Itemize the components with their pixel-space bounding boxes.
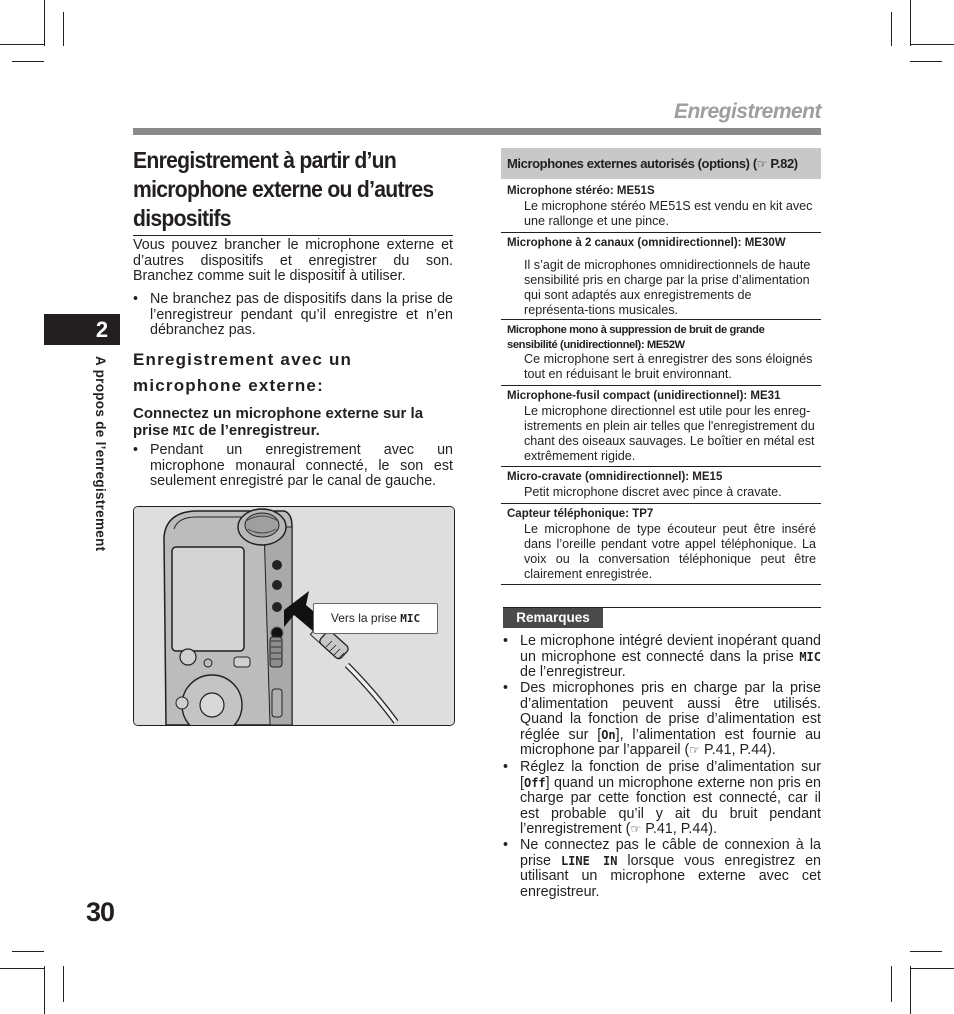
remark-item: • Des microphones pris en charge par la prise d’alimentation peuvent aussi être utilisés. Quand la fonction de prise d’alimentation est réglée sur [On], l’alimentation est fournie au microphone par l’appareil (☞ P.41, P.44).	[503, 680, 821, 758]
intro-bullet: • Ne branchez pas de dispositifs dans la prise de l’enregistreur pendant qu’il enregistre et n’en débranchez pas.	[133, 291, 453, 338]
mic-item-desc: Il s’agit de microphones omnidirectionnels de haute sensibilité pris en charge par la prise d’alimentation qui sont adaptés aux enregistrements de représenta-tions musicales.	[524, 258, 811, 317]
mic-item-desc: Le microphone directionnel est utile pour les enreg-istrements en plein air telles que l'enregistrement du chant des oiseaux sauvages. Le boîtier en métal est extrêmement rigide.	[524, 404, 815, 463]
mic-item-desc: Le microphone stéréo ME51S est vendu en kit avec une rallonge et une pince.	[524, 199, 813, 228]
remark-item: • Le microphone intégré devient inopérant quand un microphone est connecté dans la prise MIC de l’enregistreur.	[503, 633, 821, 680]
callout-to-mic-jack: Vers la prise MIC	[313, 603, 438, 634]
mic-item-desc: Petit microphone discret avec pince à cravate.	[524, 485, 782, 499]
mic-item-desc: Le microphone de type écouteur peut être inséré dans l’oreille pendant votre appel téléphonique. La voix ou la conversation téléphonique peut être clairement enregistrée.	[524, 522, 816, 581]
remark-item: • Réglez la fonction de prise d’alimentation sur [Off] quand un microphone externe non pris en charge par cette fonction est connecté, car il est probable qu’il y ait du bruit pendant l’enregistrement (☞ P.41, P.44).	[503, 759, 821, 837]
mic-item-title: Microphone-fusil compact (unidirectionnel): ME31	[507, 390, 781, 402]
hand-pointer-icon: ☞	[630, 822, 642, 836]
intro-bullet-text: Ne branchez pas de dispositifs dans la prise de l’enregistreur pendant qu’il enregistre et n’en débranchez pas.	[150, 291, 453, 338]
chapter-number: 2	[95, 317, 109, 342]
mic-item-title: Microphone stéréo: ME51S	[507, 185, 655, 197]
table-row-rule	[501, 385, 821, 386]
chapter-label: A propos de l’enregistrement	[93, 356, 108, 552]
step-instruction: Connectez un microphone externe sur la prise MIC de l’enregistreur.	[133, 405, 424, 439]
mic-item-title: Microphone mono à suppression de bruit de grande sensibilité (unidirectionnel): ME52W	[507, 324, 765, 351]
mic-item-title: Capteur téléphonique: TP7	[507, 508, 654, 520]
step-bullet-text: Pendant un enregistrement avec un microphone monaural connecté, le son est seulement enregistré par le canal de gauche.	[150, 442, 453, 489]
remarks-title: Remarques	[503, 608, 603, 628]
mic-item-title: Microphone à 2 canaux (omnidirectionnel): ME30W	[507, 237, 786, 249]
callout-jack-label: MIC	[400, 612, 421, 625]
table-row-rule	[501, 466, 821, 467]
table-row-rule	[501, 232, 821, 233]
remark-item: • Ne connectez pas le câble de connexion à la prise LINE IN lorsque vous enregistrez en utilisant un microphone externe avec cet enregistreur.	[503, 837, 821, 900]
table-row-rule	[501, 503, 821, 504]
mic-item-desc: Ce microphone sert à enregistrer des sons éloignés tout en réduisant le bruit environnant.	[524, 352, 813, 381]
table-row-rule	[501, 319, 821, 320]
hand-pointer-icon: ☞	[756, 157, 768, 171]
section-title: Enregistrement	[673, 100, 821, 123]
mic-jack-label: MIC	[173, 424, 195, 438]
page-number: 30	[86, 897, 115, 927]
header-rule	[133, 128, 821, 135]
step-bullet: • Pendant un enregistrement avec un microphone monaural connecté, le son est seulement enregistré par le canal de gauche.	[133, 442, 453, 489]
page-title: Enregistrement à partir d’un microphone externe ou d’autres dispositifs	[133, 147, 434, 231]
intro-paragraph: Vous pouvez brancher le microphone externe et d’autres dispositifs et enregistrer du son. Branchez comme suit le dispositif à utiliser.	[133, 237, 453, 284]
title-rule	[133, 235, 453, 236]
hand-pointer-icon: ☞	[689, 743, 701, 757]
microphone-table-title: Microphones externes autorisés (options) (☞ P.82)	[507, 156, 798, 171]
table-row-rule	[501, 584, 821, 585]
mic-item-title: Micro-cravate (omnidirectionnel): ME15	[507, 471, 723, 483]
subheading: Enregistrement avec un microphone externe:	[133, 350, 353, 395]
